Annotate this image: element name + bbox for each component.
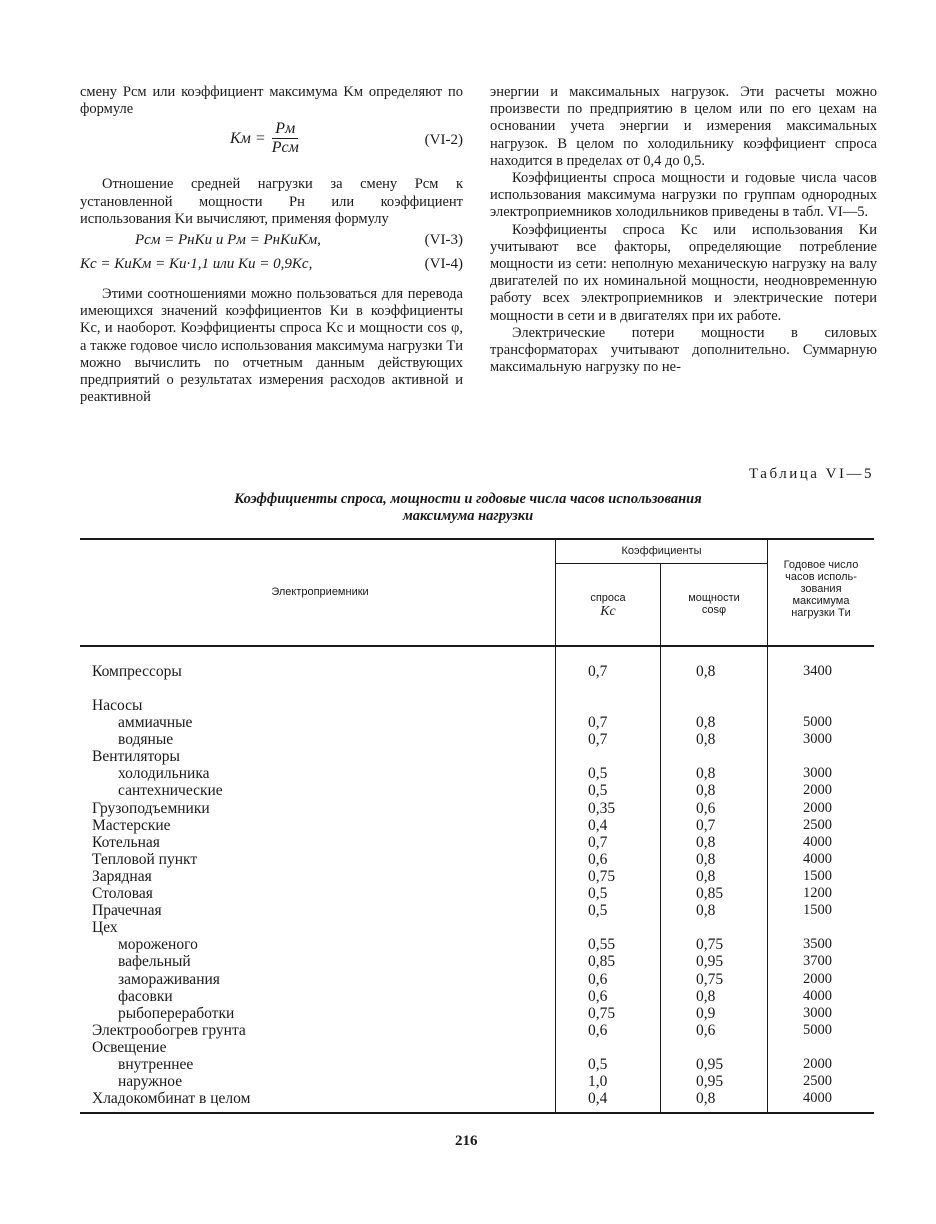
table-row — [92, 1039, 882, 1056]
power-factor: 0,8 — [696, 714, 716, 732]
table-row — [92, 663, 882, 697]
annual-hours: 1200 — [803, 885, 832, 902]
left-column — [80, 84, 463, 406]
table-row — [92, 834, 882, 851]
table-title — [150, 491, 786, 525]
demand-coefficient: 0,4 — [588, 1090, 608, 1108]
receiver-name: рыбопереработки — [118, 1004, 235, 1022]
formula-vi-2-lhs: Kм = — [230, 129, 266, 147]
formula-vi-2-tag: (VI-2) — [424, 132, 463, 149]
power-factor: 0,8 — [696, 782, 716, 800]
header-receivers: Электроприемники — [271, 586, 369, 598]
demand-coefficient: 0,6 — [588, 987, 608, 1005]
table-row — [92, 800, 882, 817]
demand-coefficient: 0,4 — [588, 816, 608, 834]
demand-coefficient: 0,75 — [588, 867, 616, 885]
demand-coefficient: 0,6 — [588, 970, 608, 988]
power-factor: 0,8 — [696, 987, 716, 1005]
power-factor: 0,85 — [696, 885, 724, 903]
annual-hours: 4000 — [803, 833, 832, 850]
receiver-name: аммиачные — [118, 714, 193, 732]
receiver-name: Хладокомбинат в целом — [92, 1090, 251, 1108]
power-factor: 0,6 — [696, 1021, 716, 1039]
table-row — [92, 851, 882, 868]
table-top-rule — [80, 538, 874, 540]
table-row — [92, 714, 882, 731]
table-row — [92, 1073, 882, 1090]
receiver-name: Котельная — [92, 833, 160, 851]
receiver-name: Электрообогрев грунта — [92, 1021, 246, 1039]
annual-hours: 4000 — [803, 1090, 832, 1107]
annual-hours: 2000 — [803, 970, 832, 987]
power-factor: 0,75 — [696, 936, 724, 954]
receiver-name: водяные — [118, 731, 174, 749]
power-factor: 0,8 — [696, 833, 716, 851]
table-row — [92, 1090, 882, 1107]
annual-hours: 2000 — [803, 1055, 832, 1072]
power-factor: 0,8 — [696, 850, 716, 868]
receiver-name: замораживания — [118, 970, 220, 988]
receiver-name: Зарядная — [92, 867, 152, 885]
annual-hours: 4000 — [803, 987, 832, 1004]
table-row — [92, 885, 882, 902]
right-paragraph-2: Коэффициенты спроса мощности и годовые числа часов использования максимума нагрузки по группам однородных электроприемников холодильников приведены в табл. VI—5. — [490, 170, 877, 221]
demand-coefficient: 0,7 — [588, 731, 608, 749]
formula-vi-3 — [80, 232, 463, 254]
left-paragraph-2: Отношение средней нагрузки за смену Pсм к установленной мощности Pн или коэффициент использования Kи вычисляют, применяя формулу — [80, 176, 463, 227]
annual-hours: 2000 — [803, 782, 832, 799]
header-power: мощности cosφ — [688, 592, 740, 616]
annual-hours: 3700 — [803, 953, 832, 970]
receiver-name: внутреннее — [118, 1055, 194, 1073]
demand-coefficient: 0,7 — [588, 663, 608, 680]
formula-vi-4-tag: (VI-4) — [424, 256, 463, 273]
formula-vi-2 — [80, 120, 463, 168]
power-factor: 0,8 — [696, 902, 716, 920]
table-title-line-2: максимума нагрузки — [402, 508, 534, 524]
right-paragraph-1: энергии и максимальных нагрузок. Эти расчеты можно произвести по предприятию в целом или по его цехам на основании учета энергии и измерения максимальных нагрузок. В целом по холодильнику коэффициент спроса находится в пределах от 0,4 до 0,5. — [490, 84, 877, 169]
receiver-name: вафельный — [118, 953, 191, 971]
receiver-name: холодильника — [118, 765, 210, 783]
receiver-name: Вентиляторы — [92, 748, 180, 766]
table-row — [92, 697, 882, 714]
annual-hours: 5000 — [803, 714, 832, 731]
table-row — [92, 868, 882, 885]
table-title-line-1: Коэффициенты спроса, мощности и годовые числа часов использования — [234, 491, 702, 507]
table-row — [92, 765, 882, 782]
annual-hours: 3000 — [803, 731, 832, 748]
demand-coefficient: 0,7 — [588, 714, 608, 732]
table-number: Таблица VI—5 — [749, 466, 874, 482]
table-row — [92, 731, 882, 748]
table-row — [92, 1056, 882, 1073]
annual-hours: 3400 — [803, 663, 832, 679]
demand-coefficient: 0,35 — [588, 799, 616, 817]
annual-hours: 3000 — [803, 765, 832, 782]
annual-hours: 1500 — [803, 902, 832, 919]
demand-coefficient: 0,6 — [588, 850, 608, 868]
header-coefficients: Коэффициенты — [621, 545, 702, 557]
demand-coefficient: 0,55 — [588, 936, 616, 954]
formula-vi-4 — [80, 256, 463, 278]
page-number: 216 — [455, 1133, 478, 1149]
annual-hours: 2000 — [803, 799, 832, 816]
table-body — [92, 663, 882, 1107]
demand-coefficient: 0,5 — [588, 902, 608, 920]
formula-vi-2-denominator: Pсм — [271, 138, 299, 156]
demand-coefficient: 0,5 — [588, 885, 608, 903]
table-header-rule — [80, 645, 874, 647]
demand-coefficient: 0,75 — [588, 1004, 616, 1022]
power-factor: 0,8 — [696, 1090, 716, 1108]
formula-vi-3-tag: (VI-3) — [424, 232, 463, 249]
formula-vi-2-numerator: Pм — [272, 120, 298, 138]
power-factor: 0,6 — [696, 799, 716, 817]
receiver-name: Прачечная — [92, 902, 162, 920]
power-factor: 0,95 — [696, 1055, 724, 1073]
demand-coefficient: 0,7 — [588, 833, 608, 851]
demand-coefficient: 0,5 — [588, 782, 608, 800]
demand-coefficient: 0,85 — [588, 953, 616, 971]
formula-vi-3-text: Pсм = PнKи и Pм = PнKиKм, — [135, 232, 321, 249]
table-row — [92, 1005, 882, 1022]
annual-hours: 3000 — [803, 1004, 832, 1021]
table-row — [92, 953, 882, 970]
receiver-name: Грузоподъемники — [92, 799, 210, 817]
header-annual-hours: Годовое число часов исполь- зования максимума нагрузки Tи — [783, 559, 859, 619]
power-factor: 0,75 — [696, 970, 724, 988]
receiver-name: Цех — [92, 919, 118, 937]
table-row — [92, 988, 882, 1005]
annual-hours: 4000 — [803, 850, 832, 867]
power-factor: 0,95 — [696, 1073, 724, 1091]
left-paragraph-1: смену Pсм или коэффициент максимума Kм определяют по формуле — [80, 84, 463, 118]
right-column — [490, 84, 877, 376]
demand-coefficient: 0,6 — [588, 1021, 608, 1039]
power-factor: 0,8 — [696, 731, 716, 749]
annual-hours: 2500 — [803, 1073, 832, 1090]
table-row — [92, 1022, 882, 1039]
receiver-name: мороженого — [118, 936, 198, 954]
table-row — [92, 919, 882, 936]
right-paragraph-4: Электрические потери мощности в силовых трансформаторах учитывают дополнительно. Суммарную максимальную нагрузку по не- — [490, 324, 877, 376]
annual-hours: 1500 — [803, 867, 832, 884]
right-paragraph-3: Коэффициенты спроса Kс или использования Kи учитывают все факторы, определяющие потребление мощности из сети: неполную механическую нагрузку на валу двигателей по их номинальной мощности, неодновременную работу всех электроприемников и электрические потери мощности в сети и в двигателях при их работе. — [490, 221, 877, 324]
table-row — [92, 971, 882, 988]
table-row — [92, 748, 882, 765]
demand-coefficient: 0,5 — [588, 765, 608, 783]
table-row — [92, 817, 882, 834]
table-row — [92, 782, 882, 799]
left-paragraph-3: Этими соотношениями можно пользоваться для перевода имеющихся значений коэффициентов Kи в коэффициенты Kс, и наоборот. Коэффициенты спроса Kс и мощности cos φ, а также годовое число использования максимума нагрузки Tи можно вычислить по отчетным данным действующих предприятий о результатах измерения расходов активной и реактивной — [80, 286, 463, 406]
table-row — [92, 936, 882, 953]
annual-hours: 3500 — [803, 936, 832, 953]
demand-coefficient: 0,5 — [588, 1055, 608, 1073]
power-factor: 0,8 — [696, 867, 716, 885]
receiver-name: Столовая — [92, 885, 153, 903]
header-demand: спроса Kс — [590, 592, 626, 619]
receiver-name: Компрессоры — [92, 663, 182, 680]
demand-coefficient: 1,0 — [588, 1073, 608, 1091]
receiver-name: фасовки — [118, 987, 173, 1005]
receiver-name: сантехнические — [118, 782, 223, 800]
power-factor: 0,95 — [696, 953, 724, 971]
coefficients-underline — [556, 563, 768, 564]
receiver-name: Освещение — [92, 1038, 167, 1056]
power-factor: 0,8 — [696, 663, 716, 680]
receiver-name: Насосы — [92, 697, 143, 714]
receiver-name: наружное — [118, 1073, 183, 1091]
receiver-name: Тепловой пункт — [92, 850, 198, 868]
power-factor: 0,7 — [696, 816, 716, 834]
table-bottom-rule — [80, 1112, 874, 1114]
annual-hours: 2500 — [803, 816, 832, 833]
power-factor: 0,9 — [696, 1004, 716, 1022]
receiver-name: Мастерские — [92, 816, 171, 834]
formula-vi-4-text: Kс = KиKм = Kи·1,1 или Kи = 0,9Kс, — [80, 256, 313, 273]
table-row — [92, 902, 882, 919]
power-factor: 0,8 — [696, 765, 716, 783]
annual-hours: 5000 — [803, 1021, 832, 1038]
